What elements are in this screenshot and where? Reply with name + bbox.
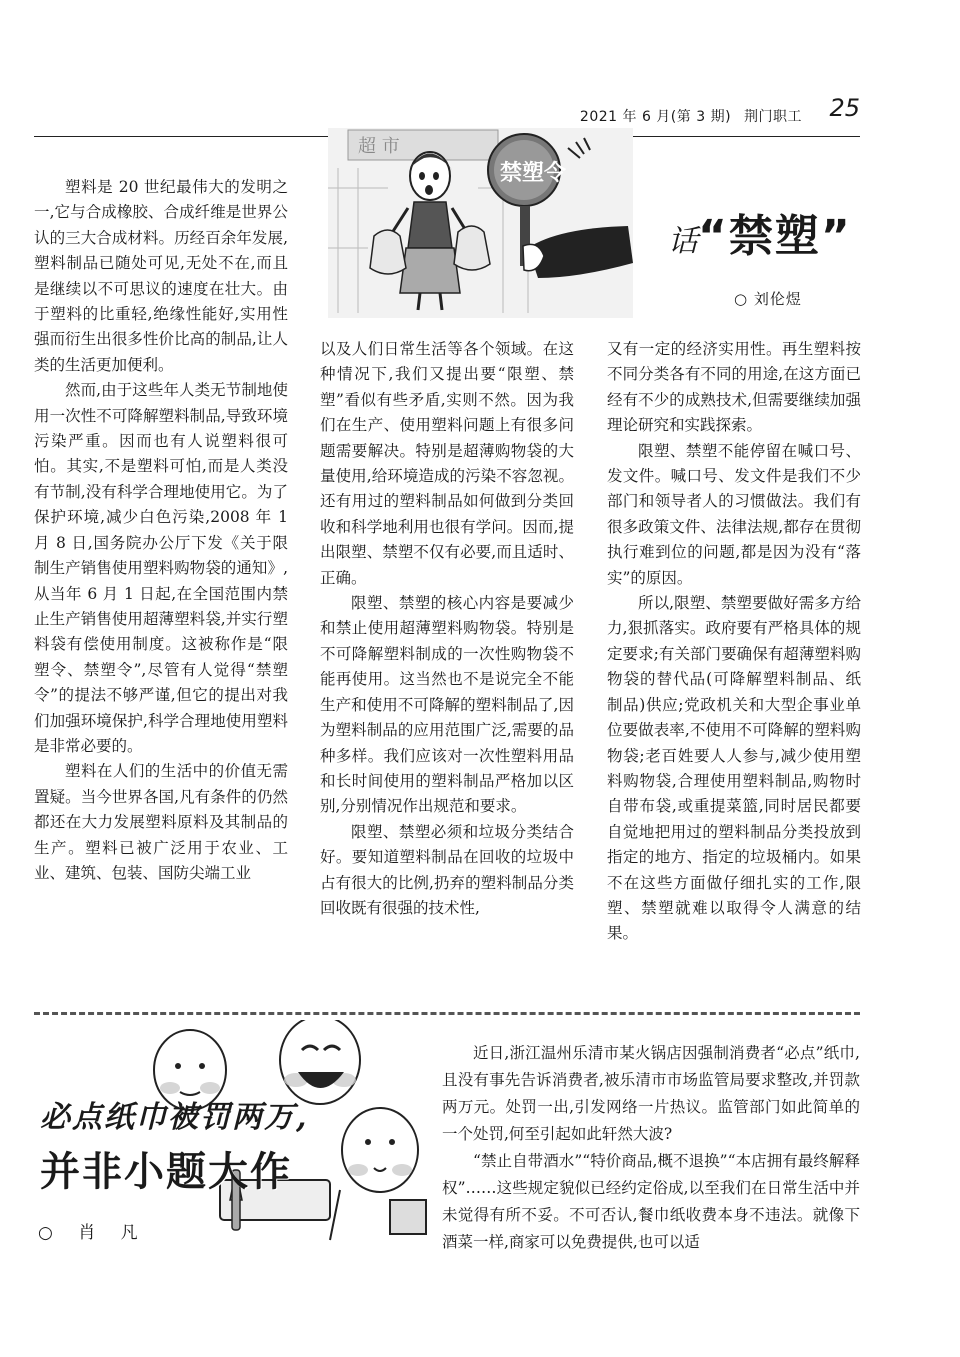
article-column-1 (34, 175, 288, 886)
paragraph: 近日,浙江温州乐清市某火锅店因强制消费者“必点”纸巾,且没有事先告诉消费者,被乐清市市场监管局要求整改,并罚款两万元。处罚一出,引发网络一片热议。监管部门如此简单的一个处罚,何至引起如此轩然大波? (442, 1044, 860, 1143)
title-main: “禁塑” (698, 211, 852, 262)
article2-body (442, 1040, 860, 1256)
sign-text: 禁塑令 (500, 161, 567, 186)
paragraph: 限塑、禁塑不能停留在喊口号、发文件。喊口号、发文件是我们不少部门和领导者人的习惯做法。我们有很多政策文件、法律法规,都存在贯彻执行难到位的问题,都是因为没有“落实”的原因。 (607, 441, 861, 587)
paragraph: 然而,由于这些年人类无节制地使用一次性不可降解塑料制品,导致环境污染严重。因而也有人说塑料很可怕。其实,不是塑料可怕,而是人类没有节制,没有科学合理地使用它。为了保护环境,减少白色污染,2008 年 1 月 8 日,国务院办公厅下发《关于限制生产销售使用塑料购物袋的通知》,从当年 6 月 1 日起,在全国范围内禁止生产销售使用超薄塑料袋,并实行塑料袋有偿使用制度。这被称作是“限塑令、禁塑令”,尽管有人觉得“禁塑令”的提法不够严谨,但它的提出对我们加强环境保护,科学合理地使用塑料是非常必要的。 (34, 381, 288, 755)
issue-info (572, 106, 802, 126)
article-column-2 (320, 337, 574, 921)
paragraph: 以及人们日常生活等各个领域。在这种情况下,我们又提出要“限塑、禁塑”看似有些矛盾,实则不然。因为我们在生产、使用塑料问题上有很多问题需要解决。特别是超薄购物袋的大量使用,给环境造成的污染不容忽视。还有用过的塑料制品如何做到分类回收和科学地利用也很有学问。因而,提出限塑、禁塑不仅有必要,而且适时、正确。 (320, 340, 574, 587)
paragraph: 塑料在人们的生活中的价值无需置疑。当今世界各国,凡有条件的仍然都还在大力发展塑料原料及其制品的生产。塑料已被广泛用于农业、工业、建筑、包装、国防尖端工业 (34, 762, 288, 882)
publication-name: 荆门职工 (744, 109, 802, 125)
article2-author: ○ 肖 凡 (38, 1223, 148, 1243)
article-author: ○ 刘伦煜 (734, 290, 802, 308)
paragraph: “禁止自带酒水”“特价商品,概不退换”“本店拥有最终解释权”……这些规定貌似已经约定俗成,以至我们在日常生活中并未觉得有所不妥。不可否认,餐巾纸收费本身不违法。就像下酒菜一样,商家可以免费提供,也可以适 (442, 1152, 860, 1251)
headline-main: 并非小题大作 (40, 1149, 292, 1195)
paragraph: 限塑、禁塑必须和垃圾分类结合好。要知道塑料制品在回收的垃圾中占有很大的比例,扔弃的塑料制品分类回收既有很强的技术性, (320, 822, 574, 917)
article2-headline (40, 1092, 400, 1197)
shop-sign: 超 市 (358, 136, 400, 157)
page-number: 25 (829, 94, 860, 122)
title-prefix: 话 (668, 224, 698, 259)
paragraph: 限塑、禁塑的核心内容是要减少和禁止使用超薄塑料购物袋。特别是不可降解塑料制成的一次性购物袋不能再使用。这当然也不是说完全不能生产和使用不可降解的塑料制品了,因为塑料制品的应用范围广泛,需要的品种多样。我们应该对一次性塑料用品和长时间使用的塑料制品严格加以区别,分别情况作出规范和要求。 (320, 594, 574, 816)
paragraph: 又有一定的经济实用性。再生塑料按不同分类各有不同的用途,在这方面已经有不少的成熟技术,但需要继续加强理论研究和实践探索。 (607, 340, 861, 435)
paragraph: 塑料是 20 世纪最伟大的发明之一,它与合成橡胶、合成纤维是世界公认的三大合成材料。历经百余年发展,塑料制品已随处可见,无处不在,而且是继续以不可思议的速度在壮大。由于塑料的比重轻,绝缘性能好,实用性强而衍生出很多性价比高的制品,让人类的生活更加便利。 (34, 178, 288, 374)
section-divider (34, 1012, 860, 1015)
ban-plastic-cartoon (328, 128, 633, 318)
article-title (668, 200, 868, 260)
article-column-3 (607, 337, 861, 947)
paragraph: 所以,限塑、禁塑要做好需多方给力,狠抓落实。政府要有严格具体的规定要求;有关部门要确保有超薄塑料购物袋的替代品(可降解塑料制品、纸制品)供应;党政机关和大型企事业单位要做表率,不使用不可降解的塑料购物袋;老百姓要人人参与,减少使用塑料购物袋,合理使用塑料制品,购物时自带布袋,或重提菜篮,同时居民都要自觉地把用过的塑料制品分类投放到指定的地方、指定的垃圾桶内。如果不在这些方面做仔细扎实的工作,限塑、禁塑就难以取得令人满意的结果。 (607, 594, 861, 943)
issue-date: 2021 年 6 月(第 3 期) (579, 109, 732, 125)
headline-script: 必点纸巾被罚两万, (40, 1100, 309, 1135)
